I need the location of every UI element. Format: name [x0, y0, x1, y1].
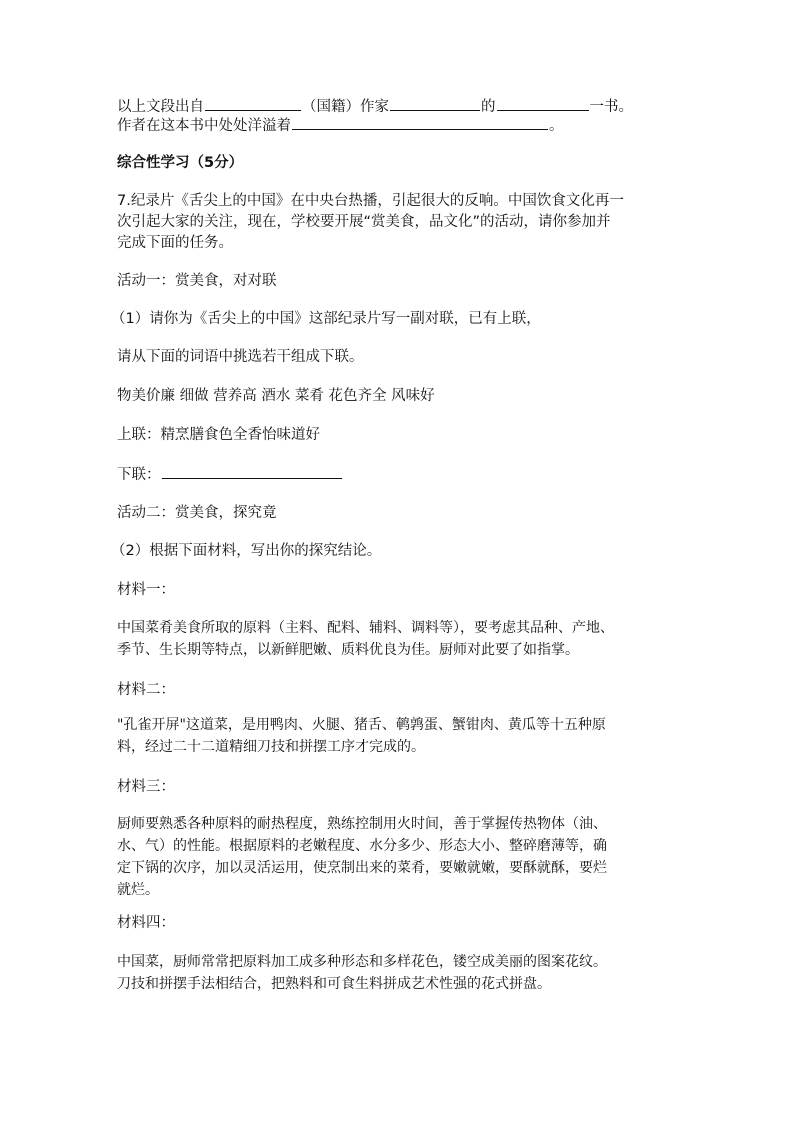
q7-line-3: 完成下面的任务。	[117, 235, 233, 251]
activity2-title: 活动二：赏美食，探究竟	[117, 505, 277, 521]
intro-line-2	[117, 114, 677, 137]
blank-author[interactable]	[390, 95, 480, 111]
material-3-line-2: 水、气）的性能。根据原料的老嫩程度、水分多少、形态大小、整碎磨薄等，确	[117, 838, 607, 854]
activity2-task2: （2）根据下面材料，写出你的探究结论。	[111, 543, 382, 559]
material-1-line-1: 中国菜肴美食所取的原料（主料、配料、辅料、调料等），要考虑其品种、产地、	[117, 620, 614, 636]
section-title: 综合性学习（5分）	[117, 155, 244, 171]
intro-text-a: 以上文段出自	[117, 99, 204, 115]
material-4-line-1: 中国菜，厨师常常把原料加工成多种形态和多样花色，镂空成美丽的图案花纹。	[117, 954, 607, 970]
material-4-title: 材料四：	[117, 915, 175, 931]
q7-line-2: 次引起大家的关注，现在，学校要开展“赏美食，品文化”的活动，请你参加并	[117, 214, 611, 230]
lower-couplet-label: 下联：	[117, 467, 161, 483]
material-3-line-4: 就烂。	[117, 882, 159, 898]
material-3-line-1: 厨师要熟悉各种原料的耐热程度，熟练控制用火时间，善于掌握传热物体（油、	[117, 816, 607, 832]
material-3-line-3: 定下锅的次序，加以灵活运用，使烹制出来的菜肴，要嫩就嫩，要酥就酥，要烂	[117, 860, 607, 876]
blank-nationality[interactable]	[205, 95, 301, 111]
blank-book-title[interactable]	[497, 95, 589, 111]
material-2-title: 材料二：	[117, 682, 175, 698]
blank-sentiment[interactable]	[292, 114, 548, 130]
word-choices: 物美价廉 细做 营养高 酒水 菜肴 花色齐全 风味好	[117, 388, 435, 404]
upper-couplet: 上联：精烹膳食色全香怡味道好	[117, 427, 320, 443]
intro-text-d: 一书。	[589, 99, 633, 115]
material-2-line-1: "孔雀开屏"这道菜，是用鸭肉、火腿、猪舌、鹌鹑蛋、蟹钳肉、黄瓜等十五种原	[117, 717, 606, 733]
material-1-title: 材料一：	[117, 582, 175, 598]
material-2-line-2: 料，经过二十二道精细刀技和拼摆工序才完成的。	[117, 739, 425, 755]
activity1-task1b: 请从下面的词语中挑选若干组成下联。	[117, 349, 364, 365]
intro-text-b: （国籍）作家	[302, 99, 389, 115]
activity1-title: 活动一：赏美食，对对联	[117, 273, 277, 289]
intro-text-c: 的	[481, 99, 496, 115]
intro-text-e: 作者在这本书中处处洋溢着	[117, 118, 291, 134]
lower-couplet-blank[interactable]	[162, 463, 342, 479]
activity1-task1: （1）请你为《舌尖上的中国》这部纪录片写一副对联，已有上联，	[111, 311, 541, 327]
material-4-line-2: 刀技和拼摆手法相结合，把熟料和可食生料拼成艺术性强的花式拼盘。	[117, 976, 551, 992]
lower-couplet-line	[117, 463, 677, 486]
material-1-line-2: 季节、生长期等特点，以新鲜肥嫩、质料优良为佳。厨师对此要了如指掌。	[117, 642, 579, 658]
intro-text-f: 。	[549, 118, 564, 134]
material-3-title: 材料三：	[117, 779, 175, 795]
q7-line-1: 7.纪录片《舌尖上的中国》在中央台热播，引起很大的反响。中国饮食文化再一	[117, 193, 624, 209]
